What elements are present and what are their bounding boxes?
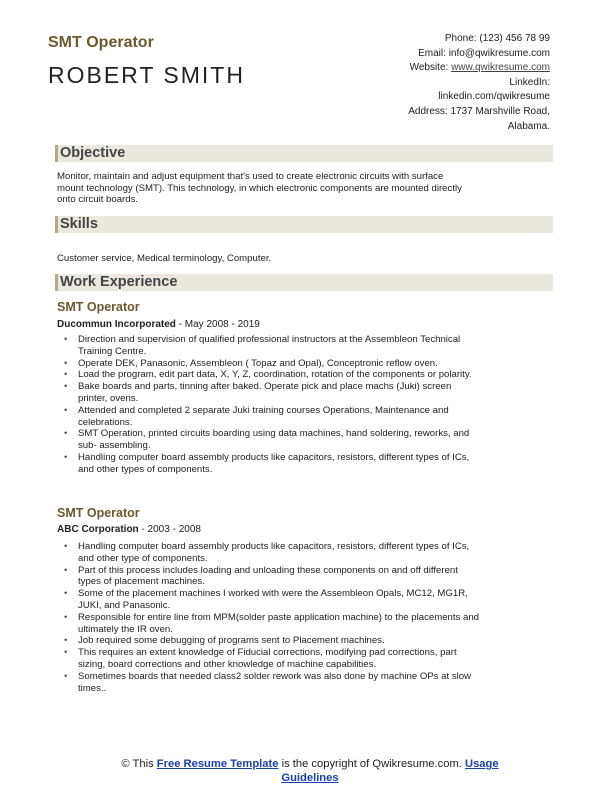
contact-linkedin-label: LinkedIn: xyxy=(509,76,550,88)
experience-section-header xyxy=(55,274,553,291)
job-company-line xyxy=(57,524,201,535)
website-link[interactable]: www.qwikresume.com xyxy=(451,62,550,74)
job-role: SMT Operator xyxy=(57,506,140,520)
objective-heading: Objective xyxy=(60,145,126,161)
experience-heading: Work Experience xyxy=(60,274,178,290)
contact-email: Email: info@qwikresume.com xyxy=(418,47,550,59)
list-item: • Load the program, edit part data, X, Y, Z, coordination, rotation of the components or polarity. xyxy=(62,369,550,381)
contact-website: Website: www.qwikresume.com xyxy=(409,62,550,74)
contact-block xyxy=(310,32,550,134)
contact-phone: Phone: (123) 456 78 99 xyxy=(444,33,550,44)
list-item: • Handling computer board assembly products like capacitors, resistors, different types of ICs, and other type of components. xyxy=(62,541,550,565)
copyright-footer: © This Free Resume Template is the copyright of Qwikresume.com. Usage Guidelines xyxy=(121,758,499,784)
list-item: • This requires an extent knowledge of Fiducial corrections, modifying pad corrections, part sizing, board corrections and other knowledge of machine capabilities. xyxy=(62,647,550,671)
job-role: SMT Operator xyxy=(57,300,140,314)
list-item: • Part of this process includes loading and unloading these components on and off different types of placement machines. xyxy=(62,565,550,589)
list-item: • Responsible for entire line from MPM(solder paste application machine) to the placements and ultimately the IR oven. xyxy=(62,612,550,636)
header-job-title: SMT Operator xyxy=(48,34,154,51)
list-item: • Job required some debugging of programs sent to Placement machines. xyxy=(62,635,550,647)
usage-guidelines-link-cont[interactable]: Guidelines xyxy=(281,772,339,784)
contact-linkedin: linkedin.com/qwikresume xyxy=(438,91,550,103)
contact-address-line2: Alabama. xyxy=(507,120,550,132)
skills-heading: Skills xyxy=(60,216,98,232)
candidate-name: ROBERT SMITH xyxy=(48,62,245,88)
skills-section-header xyxy=(55,216,553,233)
list-item: • Handling computer board assembly products like capacitors, resistors, different types of ICs, and other types of components. xyxy=(62,452,550,476)
job-company-line xyxy=(57,319,260,330)
contact-address: Address: 1737 Marshville Road, xyxy=(408,105,550,117)
list-item: • SMT Operation, printed circuits boarding using data machines, hand soldering, reworks, and sub- assembling. xyxy=(62,428,550,452)
free-resume-template-link[interactable]: Free Resume Template xyxy=(156,758,279,770)
list-item: • Attended and completed 2 separate Juki training courses Operations, Maintenance and celebrations. xyxy=(62,405,550,429)
list-item: • Some of the placement machines I worked with were the Assembleon Opals, MC12, MG1R, JUKI, and Panasonic. xyxy=(62,588,550,612)
list-item: • Direction and supervision of qualified professional instructors at the Assembleon Technical Training Centre. xyxy=(62,334,550,358)
job-bullets xyxy=(62,334,550,476)
objective-section-header xyxy=(55,145,553,162)
usage-guidelines-link[interactable]: Usage xyxy=(465,758,499,770)
objective-text: Monitor, maintain and adjust equipment that's used to create electronic circuits with surface mount technology (SMT). This technology, in which electronic components are mounted directly onto circuit boards. xyxy=(57,171,462,206)
list-item: • Sometimes boards that needed class2 solder rework was also done by machine OPs at slow times.. xyxy=(62,671,550,695)
list-item: • Operate DEK, Panasonic, Assembleon ( Topaz and Opal), Conceptronic reflow oven. xyxy=(62,358,550,370)
list-item: • Bake boards and parts, tinning after baked. Operate pick and place machs (Juki) screen printer, ovens. xyxy=(62,381,550,405)
company-name: ABC Corporation xyxy=(57,524,139,535)
job-dates: - May 2008 - 2019 xyxy=(175,319,260,330)
company-name: Ducommun Incorporated xyxy=(57,319,176,330)
skills-text: Customer service, Medical terminology, Computer. xyxy=(57,253,272,264)
job-bullets xyxy=(62,541,550,694)
job-dates: - 2003 - 2008 xyxy=(138,524,201,535)
